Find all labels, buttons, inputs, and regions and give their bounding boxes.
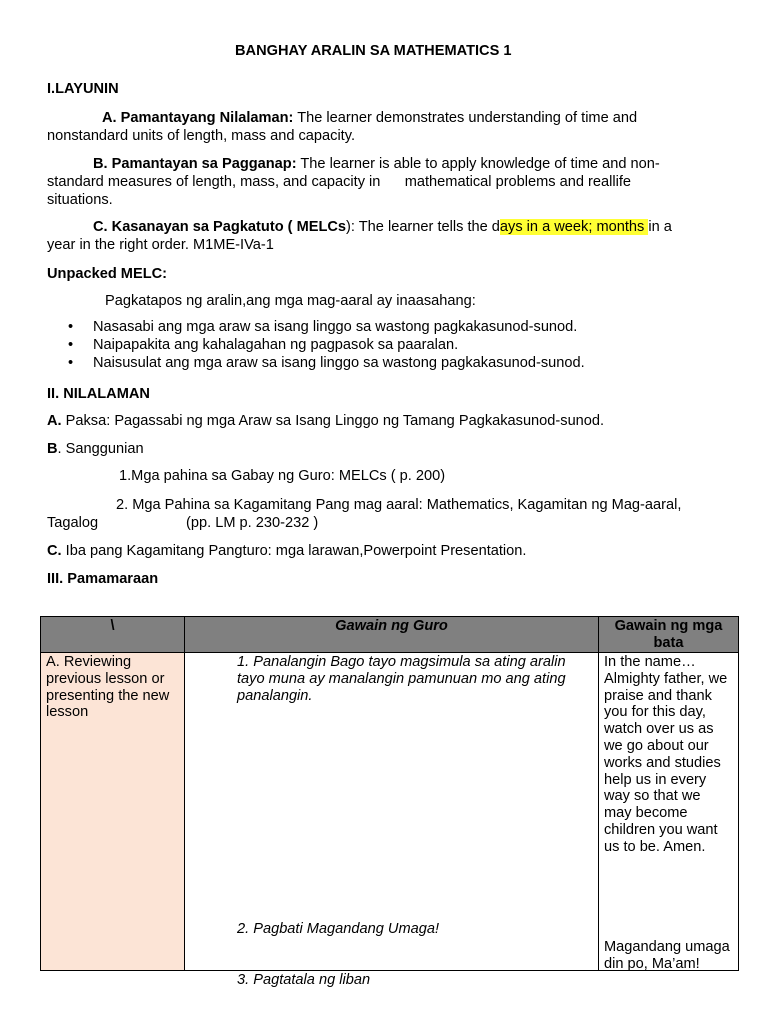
nilalaman-b-label: B xyxy=(47,441,58,457)
bata-cell xyxy=(599,653,739,971)
layunin-a-label: A. Pamantayang Nilalaman: xyxy=(102,110,294,126)
nilalaman-a-label: A. xyxy=(47,413,62,429)
layunin-b-line3: situations. xyxy=(47,192,113,208)
layunin-b-line2: standard measures of length, mass, and capacity in mathematical problems and reallife xyxy=(47,174,632,190)
section-heading-unpacked: Unpacked MELC: xyxy=(47,266,168,282)
table-header-row xyxy=(41,617,739,653)
guro-step-pagbati: 2. Pagbati Magandang Umaga! xyxy=(237,921,440,937)
unpacked-intro: Pagkatapos ng aralin,ang mga mag-aaral ay inaasahang: xyxy=(105,293,476,309)
nilalaman-a-text: Paksa: Pagassabi ng mga Araw sa Isang Linggo ng Tamang Pagkakasunod-sunod. xyxy=(61,413,605,429)
guro-step-pagtatala: 3. Pagtatala ng liban xyxy=(237,972,371,988)
layunin-a-line2: nonstandard units of length, mass and capacity. xyxy=(47,128,356,144)
guro-cell xyxy=(185,653,599,988)
bata-response-prayer: In the name… Almighty father, we praise and thank you for this day, watch over us as we go about our works and studies help us in every way so that we may become children you want us to be. Amen. xyxy=(604,654,728,855)
table-row xyxy=(41,653,739,971)
objectives-list xyxy=(47,318,585,372)
nilalaman-b-text: . Sanggunian xyxy=(57,441,144,457)
section-heading-nilalaman: II. NILALAMAN xyxy=(47,386,150,402)
layunin-a-line1 xyxy=(102,110,637,127)
section-heading-pamamaraan: III. Pamamaraan xyxy=(47,571,159,587)
list-item: • Naisusulat ang mga araw sa isang linggo sa wastong pagkakasunod-sunod. xyxy=(47,354,585,372)
layunin-c-label: C. Kasanayan sa Pagkatuto ( MELCs xyxy=(93,219,347,235)
layunin-c-text-end: in a xyxy=(648,219,672,235)
reference-2-line1: 2. Mga Pahina sa Kagamitang Pang mag aaral: Mathematics, Kagamitan ng Mag-aaral, xyxy=(116,497,682,513)
layunin-c-line1 xyxy=(93,219,672,236)
table-header-col1: \ xyxy=(41,617,185,653)
table-header-gawain-bata: Gawain ng mga bata xyxy=(599,617,739,653)
guro-step-panalangin: 1. Panalangin Bago tayo magsimula sa ating aralin tayo muna ay manalangin pamunuan mo ang ating panalangin. xyxy=(237,654,566,704)
stage-label: A. Reviewing previous lesson or presenting the new lesson xyxy=(46,654,170,721)
layunin-b-text: The learner is able to apply knowledge of time and non- xyxy=(296,156,660,172)
table-header-gawain-guro: Gawain ng Guro xyxy=(185,617,599,653)
nilalaman-c-text: Iba pang Kagamitang Pangturo: mga larawan,Powerpoint Presentation. xyxy=(61,543,527,559)
reference-1: 1.Mga pahina sa Gabay ng Guro: MELCs ( p. 200) xyxy=(119,468,446,484)
nilalaman-c xyxy=(47,543,526,560)
layunin-b-line1 xyxy=(93,156,660,173)
stage-cell xyxy=(41,653,185,971)
nilalaman-c-label: C. xyxy=(47,543,62,559)
lesson-table xyxy=(40,616,739,988)
list-item: • Naipapakita ang kahalagahan ng pagpasok sa paaralan. xyxy=(47,336,585,354)
section-heading-layunin: I.LAYUNIN xyxy=(47,81,119,97)
document-title: BANGHAY ARALIN SA MATHEMATICS 1 xyxy=(235,43,512,59)
highlighted-text: ays in a week; months xyxy=(499,219,649,235)
layunin-c-label-end: ): xyxy=(346,219,355,235)
nilalaman-b xyxy=(47,441,144,458)
reference-2-line2a: Tagalog xyxy=(47,515,99,531)
layunin-c-line2: year in the right order. M1ME-IVa-1 xyxy=(47,237,274,253)
layunin-a-text: The learner demonstrates understanding of time and xyxy=(293,110,638,126)
layunin-c-text: The learner tells the d xyxy=(354,219,500,235)
list-item: • Nasasabi ang mga araw sa isang linggo sa wastong pagkakasunod-sunod. xyxy=(47,318,585,336)
reference-2-line2b: (pp. LM p. 230-232 ) xyxy=(186,515,319,531)
nilalaman-a xyxy=(47,413,604,430)
bata-response-greeting: Magandang umaga din po, Ma’am! xyxy=(604,939,730,972)
layunin-b-label: B. Pamantayan sa Pagganap: xyxy=(93,156,297,172)
